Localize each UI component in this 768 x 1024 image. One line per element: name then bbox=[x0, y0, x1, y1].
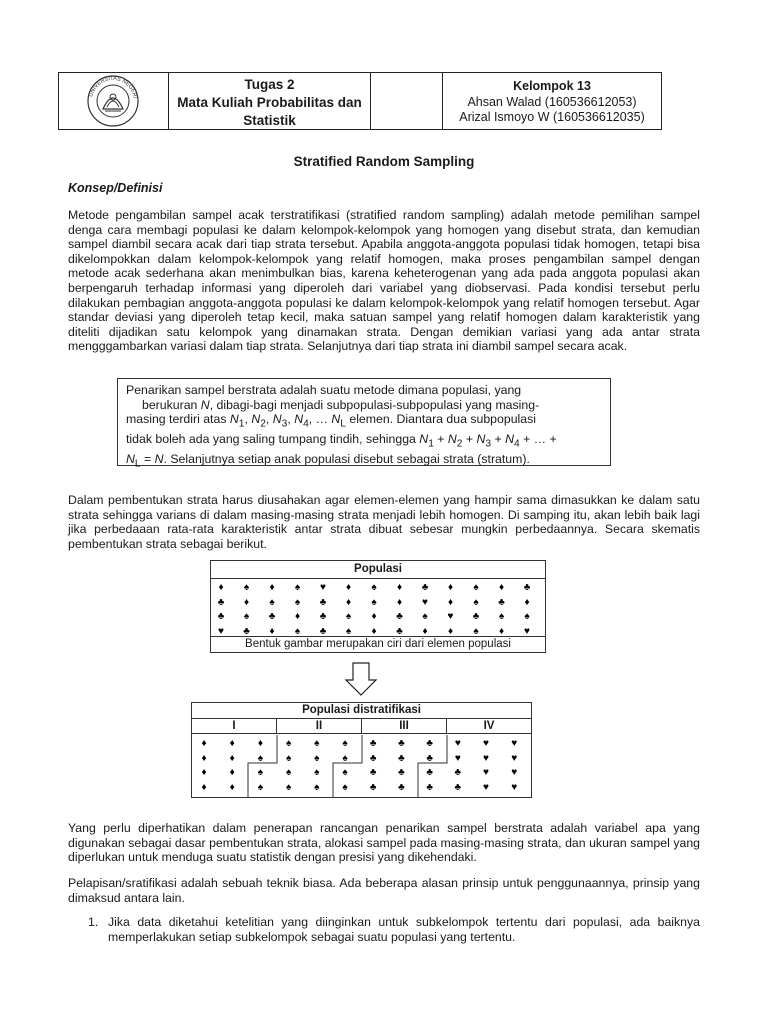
spade-icon: ♠ bbox=[285, 752, 292, 764]
spade-icon: ♠ bbox=[473, 596, 479, 608]
group-cell bbox=[443, 73, 661, 129]
spade-icon: ♠ bbox=[342, 738, 348, 749]
heart-icon: ♥ bbox=[218, 625, 224, 637]
diamond-icon: ♦ bbox=[447, 582, 454, 593]
diamond-icon: ♦ bbox=[218, 582, 224, 593]
paragraph-3: Yang perlu diperhatikan dalam penerapan rancangan penarikan sampel berstrata adalah variabel apa yang digunakan sebagai dasar pembentukan strata, alokasi sampel pada masing-masing strata, dan ukuran sampel yang diperlukan untuk menduga suatu statistik dengan presisi yang dikehendaki. bbox=[68, 821, 700, 865]
box-line-1: Penarikan sampel berstrata adalah suatu metode dimana populasi, yang bbox=[126, 383, 522, 397]
heart-icon: ♥ bbox=[320, 582, 326, 593]
diamond-icon: ♦ bbox=[345, 582, 352, 593]
heart-icon: ♥ bbox=[483, 752, 489, 764]
club-icon: ♣ bbox=[396, 611, 403, 622]
club-icon: ♣ bbox=[369, 767, 377, 778]
diamond-icon: ♦ bbox=[201, 767, 207, 778]
definition-box bbox=[117, 378, 611, 470]
heart-icon: ♥ bbox=[524, 625, 530, 637]
spade-icon: ♠ bbox=[257, 767, 264, 778]
box-line-5: $N_L = N$. Selanjutnya setiap anak populasi disebut sebagai strata (stratum). bbox=[126, 452, 530, 470]
member-2: Arizal Ismoyo W (160536612035) bbox=[459, 110, 645, 124]
spade-icon: ♠ bbox=[285, 738, 292, 749]
heart-icon: ♥ bbox=[511, 738, 518, 749]
diamond-icon: ♦ bbox=[524, 596, 530, 608]
box-line-4: tidak boleh ada yang saling tumpang tindih, sehingga $N_1 + N_2 + N_3 + N_4$ + … + bbox=[126, 432, 557, 450]
club-icon: ♣ bbox=[472, 611, 480, 622]
title-line-2: Mata Kuliah Probabilitas dan bbox=[177, 95, 362, 110]
club-icon: ♣ bbox=[398, 767, 405, 778]
diamond-icon: ♦ bbox=[229, 752, 235, 764]
diamond-icon: ♦ bbox=[447, 625, 454, 637]
diamond-icon: ♦ bbox=[269, 582, 275, 593]
diamond-icon: ♦ bbox=[201, 781, 207, 793]
diamond-icon: ♦ bbox=[294, 611, 301, 622]
spade-icon: ♠ bbox=[294, 596, 301, 608]
club-icon: ♣ bbox=[319, 625, 327, 637]
stratified-grid bbox=[192, 735, 531, 797]
stratified-table bbox=[191, 702, 532, 798]
heart-icon: ♥ bbox=[422, 596, 428, 608]
spade-icon: ♠ bbox=[243, 582, 250, 593]
club-icon: ♣ bbox=[369, 738, 377, 749]
list-item bbox=[68, 915, 700, 944]
spade-icon: ♠ bbox=[422, 611, 428, 622]
list-item-text: Jika data diketahui ketelitian yang diinginkan untuk subkelompok tertentu dari populasi, ada baiknya memperlakukan setiap subkelompok sebagai suatu populasi yang tertentu. bbox=[108, 915, 700, 944]
club-icon: ♣ bbox=[396, 625, 403, 637]
spade-icon: ♠ bbox=[314, 767, 320, 778]
club-icon: ♣ bbox=[369, 752, 377, 764]
club-icon: ♣ bbox=[217, 611, 225, 622]
population-title: Populasi bbox=[211, 561, 545, 579]
spade-icon: ♠ bbox=[314, 752, 320, 764]
club-icon: ♣ bbox=[398, 781, 405, 793]
diamond-icon: ♦ bbox=[257, 738, 263, 749]
spade-icon: ♠ bbox=[473, 582, 479, 593]
list-number: 1. bbox=[88, 915, 99, 929]
group-label-4: IV bbox=[447, 719, 531, 734]
diamond-icon: ♦ bbox=[229, 738, 235, 749]
heart-icon: ♥ bbox=[454, 738, 461, 749]
header-table bbox=[58, 72, 662, 130]
club-icon: ♣ bbox=[398, 738, 405, 749]
spade-icon: ♠ bbox=[524, 611, 530, 622]
paragraph-4: Pelapisan/sratifikasi adalah sebuah teknik biasa. Ada beberapa alasan prinsip untuk penggunaannya, prinsip yang dimaksud antara lain. bbox=[68, 876, 700, 905]
population-caption: Bentuk gambar merupakan ciri dari elemen populasi bbox=[211, 636, 545, 652]
club-icon: ♣ bbox=[217, 596, 225, 608]
spade-icon: ♠ bbox=[498, 611, 505, 622]
heart-icon: ♥ bbox=[483, 738, 489, 749]
spade-icon: ♠ bbox=[294, 625, 301, 637]
spade-icon: ♠ bbox=[314, 781, 320, 793]
logo-cell bbox=[59, 73, 169, 129]
group-label-2: II bbox=[277, 719, 362, 734]
diamond-icon: ♦ bbox=[269, 625, 275, 637]
club-icon: ♣ bbox=[426, 781, 433, 793]
group-name: Kelompok 13 bbox=[513, 79, 591, 93]
heart-icon: ♥ bbox=[483, 767, 489, 778]
member-1: Ahsan Walad (160536612053) bbox=[467, 94, 637, 109]
document-title: Stratified Random Sampling bbox=[293, 154, 475, 169]
svg-text:UNIVERSITAS NEGERI MALANG bbox=[59, 73, 138, 100]
club-icon: ♣ bbox=[243, 625, 250, 637]
diamond-icon: ♦ bbox=[447, 596, 454, 608]
club-icon: ♣ bbox=[426, 767, 433, 778]
heart-icon: ♥ bbox=[447, 611, 454, 622]
box-line-3: masing terdiri atas $N_1$, $N_2$, $N_3$, $N_4$, … $N_L$ elemen. Diantara dua subpopulasi bbox=[126, 412, 536, 430]
club-icon: ♣ bbox=[319, 596, 327, 608]
group-label-3: III bbox=[362, 719, 447, 734]
spade-icon: ♠ bbox=[371, 582, 377, 593]
spade-icon: ♠ bbox=[314, 738, 320, 749]
heart-icon: ♥ bbox=[511, 781, 518, 793]
down-arrow-icon bbox=[344, 662, 378, 696]
club-icon: ♣ bbox=[426, 738, 433, 749]
spade-icon: ♠ bbox=[257, 781, 264, 793]
diamond-icon: ♦ bbox=[396, 596, 403, 608]
heart-icon: ♥ bbox=[483, 781, 489, 793]
university-logo bbox=[59, 73, 167, 129]
diamond-icon: ♦ bbox=[371, 625, 377, 637]
group-label-1: I bbox=[192, 719, 277, 734]
spade-icon: ♠ bbox=[473, 625, 479, 637]
diamond-icon: ♦ bbox=[229, 767, 235, 778]
diamond-icon: ♦ bbox=[201, 738, 207, 749]
club-icon: ♣ bbox=[398, 752, 405, 764]
diamond-icon: ♦ bbox=[345, 596, 352, 608]
club-icon: ♣ bbox=[421, 582, 429, 593]
spade-icon: ♠ bbox=[345, 625, 352, 637]
spade-icon: ♠ bbox=[371, 596, 377, 608]
spade-icon: ♠ bbox=[243, 611, 250, 622]
diamond-icon: ♦ bbox=[498, 625, 505, 637]
diamond-icon: ♦ bbox=[201, 752, 207, 764]
section-heading: Konsep/Definisi bbox=[68, 181, 163, 195]
box-line-2: berukuran N, dibagi-bagi menjadi subpopulasi-subpopulasi yang masing- bbox=[142, 397, 540, 412]
club-icon: ♣ bbox=[268, 611, 276, 622]
spade-icon: ♠ bbox=[269, 596, 275, 608]
heart-icon: ♥ bbox=[511, 767, 518, 778]
population-table bbox=[210, 560, 546, 653]
spade-icon: ♠ bbox=[285, 781, 292, 793]
diamond-icon: ♦ bbox=[229, 781, 235, 793]
title-line-1: Tugas 2 bbox=[244, 77, 295, 92]
club-icon: ♣ bbox=[454, 781, 462, 793]
spade-icon: ♠ bbox=[342, 752, 348, 764]
spade-icon: ♠ bbox=[345, 611, 352, 622]
paragraph-2: Dalam pembentukan strata harus diusahakan agar elemen-elemen yang hampir sama dimasukkan ke dalam satu strata sehingga varians di dalam masing-masing strata menjadi lebih homogen. Di samping itu, akan lebih baik lagi jika perbedaaan rata-rata karakteristik antar strata dibuat sebesar mungkin perbedaannya. Secara skematis pembentukan strata sebagai berikut. bbox=[68, 493, 700, 551]
logo-text: UNIVERSITAS NEGERI bbox=[88, 75, 138, 99]
heart-icon: ♥ bbox=[454, 752, 461, 764]
empty-cell bbox=[371, 73, 443, 129]
club-icon: ♣ bbox=[454, 767, 462, 778]
diamond-icon: ♦ bbox=[498, 582, 505, 593]
spade-icon: ♠ bbox=[342, 781, 348, 793]
spade-icon: ♠ bbox=[285, 767, 292, 778]
diamond-icon: ♦ bbox=[396, 582, 403, 593]
stratified-title: Populasi distratifikasi bbox=[192, 703, 531, 719]
spade-icon: ♠ bbox=[294, 582, 301, 593]
diamond-icon: ♦ bbox=[371, 611, 377, 622]
spade-icon: ♠ bbox=[257, 752, 264, 764]
diamond-icon: ♦ bbox=[422, 625, 428, 637]
title-line-3: Statistik bbox=[243, 113, 296, 128]
club-icon: ♣ bbox=[319, 611, 327, 622]
diamond-icon: ♦ bbox=[243, 596, 250, 608]
club-icon: ♣ bbox=[369, 781, 377, 793]
title-cell bbox=[169, 73, 371, 129]
paragraph-1: Metode pengambilan sampel acak terstratifikasi (stratified random sampling) adalah metode pemilihan sampel denga cara membagi populasi ke dalam kelompok-kelompok yang homogen yang disebut strata, dan kemudian sampel diambil secara acak dari tiap strata tersebut. Apabila anggota-anggota populasi tidak homogen, tetapi bisa dikelompokkan dalam kelompok-kelompok yang relatif homogen, maka proses pengambilan sampel dengan metode acak sederhana akan menimbulkan bias, karena keheterogenan yang ada pada anggota populasi akan berpengaruh terhadap informasi yang diperoleh dari variabel yang diobservasi. Pada kondisi tersebut perlu dilakukan pembagian anggota-anggota populasi ke dalam kelompok-kelompok yang relatif homogen tersebut. Agar standar deviasi yang diperoleh tetap kecil, maka satuan sampel yang relatif homogen dalam karakteristik yang diteliti dijadikan satu kelompok yang dinamakan strata. Dengan demikian variasi yang ada antar strata mengggambarkan variasi dalam tiap strata. Selanjutnya dari tiap strata ini diambil sampel secara acak. bbox=[68, 208, 700, 354]
heart-icon: ♥ bbox=[511, 752, 518, 764]
spade-icon: ♠ bbox=[342, 767, 348, 778]
club-icon: ♣ bbox=[523, 582, 531, 593]
club-icon: ♣ bbox=[426, 752, 433, 764]
population-grid bbox=[211, 579, 545, 639]
club-icon: ♣ bbox=[498, 596, 505, 608]
